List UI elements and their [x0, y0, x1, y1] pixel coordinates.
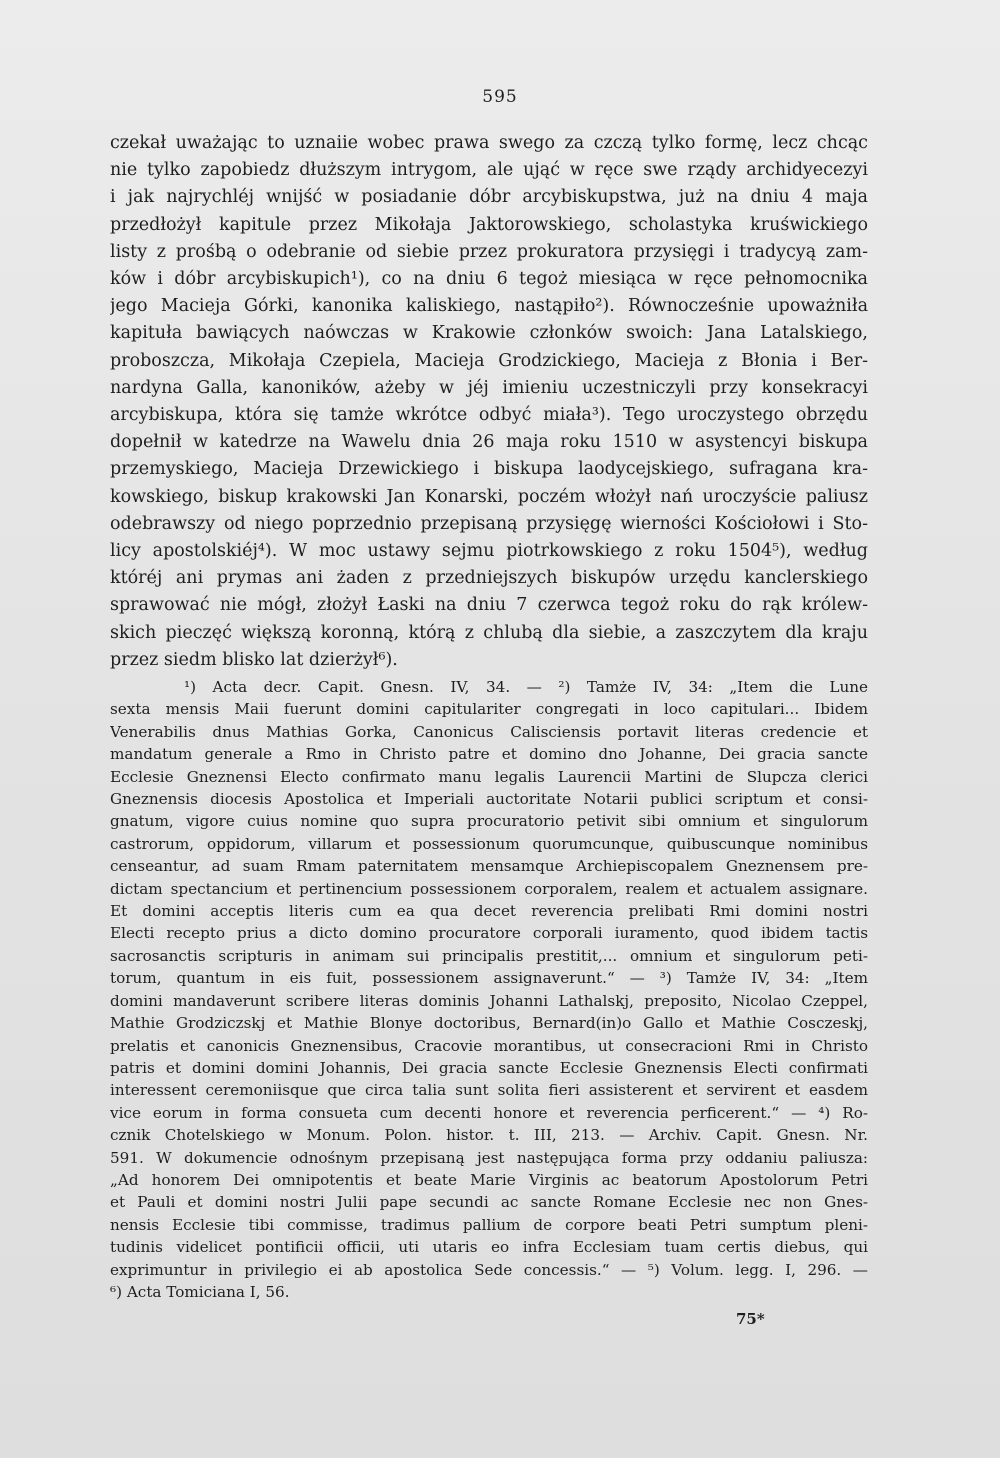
text-line: kowskiego, biskup krakowski Jan Konarski, poczém włożył nań uroczyście paliusz [110, 486, 868, 507]
footnote-line: domini mandaverunt scribere literas dominis Johanni Lathalskj, preposito, Nicolao Czeppel, [110, 991, 868, 1010]
footnote-line: et Pauli et domini nostri Julii pape secundi ac sancte Romane Ecclesie nec non Gnes- [110, 1193, 868, 1212]
footnote-line: cznik Chotelskiego w Monum. Polon. histor. t. III, 213. — Archiv. Capit. Gnesn. Nr. [110, 1126, 868, 1145]
text-line: arcybiskupa, która się tamże wkrótce odbyć miała³). Tego uroczystego obrzędu [110, 405, 868, 426]
text-line: skich pieczęć większą koronną, którą z chlubą dla siebie, a zaszczytem dla kraju [110, 622, 868, 643]
footnote-line: interessent ceremoniisque que circa talia sunt solita fieri assisterent et servirent et easdem [110, 1081, 868, 1100]
text-line: czekał uważając to uznaiie wobec prawa swego za czczą tylko formę, lecz chcąc [110, 133, 868, 153]
footnote-line: gnatum, vigore cuius nomine quo supra procuratorio petivit sibi omnium et singulorum [110, 812, 868, 831]
text-line: jego Macieja Górki, kanonika kaliskiego, nastąpiło²). Równocześnie upoważniła [110, 296, 868, 317]
footnote-line: dictam spectancium et pertinencium possessionem corporalem, realem et actualem assignare. [110, 879, 868, 898]
footnote-line: nensis Ecclesie tibi commisse, tradimus pallium de corpore beati Petri sumptum pleni- [110, 1215, 868, 1234]
footnote-line: tudinis videlicet pontificii officii, uti utaris eo infra Ecclesiam tuam certis diebus, qui [110, 1238, 868, 1257]
footnote-line: castrorum, oppidorum, villarum et possessionum quorumcunque, quibuscunque nominibus [110, 834, 868, 853]
footnote-line: patris et domini domini Johannis, Dei gracia sancte Ecclesie Gneznensis Electi confirmati [110, 1058, 868, 1077]
footnote-line: Mathie Grodziczskj et Mathie Blonye doctoribus, Bernard(in)o Gallo et Mathie Cosczeskj, [110, 1014, 868, 1033]
text-line: nie tylko zapobiedz dłuższym intrygom, ale ująć w ręce swe rządy archidyecezyi [110, 160, 868, 181]
footnote-line: exprimuntur in privilegio ei ab apostolica Sede concessis.“ — ⁵) Volum. legg. I, 296. — [110, 1260, 868, 1279]
footnotes-block [110, 676, 868, 1303]
text-line: ków i dóbr arcybiskupich¹), co na dniu 6 tegoż miesiąca w ręce pełnomocnika [110, 269, 868, 290]
footnote-line: ⁶) Acta Tomiciana I, 56. [110, 1282, 290, 1301]
footnote-line: prelatis et canonicis Gneznensibus, Cracovie morantibus, ut consecracioni Rmi in Christo [110, 1036, 868, 1055]
footnote-line: vice eorum in forma consueta cum decenti honore et reverencia perficerent.“ — ⁴) Ro- [110, 1103, 868, 1122]
text-line: licy apostolskiéj⁴). W moc ustawy sejmu piotrkowskiego z roku 1504⁵), według [110, 541, 868, 562]
text-line: dopełnił w katedrze na Wawelu dnia 26 maja roku 1510 w asystencyi biskupa [110, 432, 868, 453]
text-line: listy z prośbą o odebranie od siebie przez prokuratora przysięgi i tradycyą zam- [110, 241, 868, 262]
footnote-line: mandatum generale a Rmo in Christo patre et domino dno Johanne, Dei gracia sancte [110, 745, 868, 764]
text-line: przez siedm blisko lat dzierżył⁶). [110, 649, 398, 670]
footnote-line: 591. W dokumencie odnośnym przepisaną jest następująca forma przy oddaniu paliusza: [110, 1148, 868, 1167]
text-line: odebrawszy od niego poprzednio przepisaną przysięgę wierności Kościołowi i Sto- [110, 513, 868, 534]
text-line: któréj ani prymas ani żaden z przedniejszych biskupów urzędu kanclerskiego [110, 568, 868, 589]
footnote-line: Venerabilis dnus Mathias Gorka, Canonicus Calisciensis portavit literas credencie et [110, 722, 868, 741]
main-text-body [110, 130, 868, 674]
text-line: przedłożył kapitule przez Mikołaja Jaktorowskiego, scholastyka kruświckiego [110, 214, 868, 235]
footnote-line: Et domini acceptis literis cum ea qua decet reverencia prelibati Rmi domini nostri [110, 902, 868, 921]
footnote-line: Electi recepto prius a dicto domino procuratore corporali iuramento, quod ibidem tactis [110, 924, 868, 943]
text-line: i jak najrychléj wnijść w posiadanie dóbr arcybiskupstwa, już na dniu 4 maja [110, 187, 868, 208]
footnote-line: ¹) Acta decr. Capit. Gnesn. IV, 34. — ²) Tamże IV, 34: „Item die Lune [184, 678, 868, 696]
footnote-line: torum, quantum in eis fuit, possessionem assignaverunt.“ — ³) Tamże IV, 34: „Item [110, 969, 868, 988]
footnote-line: Ecclesie Gneznensi Electo confirmato manu legalis Laurencii Martini de Slupcza clerici [110, 767, 868, 786]
footnote-line: Gneznensis diocesis Apostolica et Imperiali auctoritate Notarii publici scriptum et consi- [110, 790, 868, 809]
footnote-line: „Ad honorem Dei omnipotentis et beate Marie Virginis ac beatorum Apostolorum Petri [110, 1170, 868, 1189]
page-number: 595 [482, 87, 518, 107]
text-line: przemyskiego, Macieja Drzewickiego i biskupa laodycejskiego, sufragana kra- [110, 459, 868, 480]
text-line: kapituła bawiących naówczas w Krakowie członków swoich: Jana Latalskiego, [110, 323, 868, 344]
text-line: sprawować nie mógł, złożył Łaski na dniu 7 czerwca tegoż roku do rąk królew- [110, 595, 868, 616]
sheet-signature: 75* [736, 1310, 765, 1328]
text-line: proboszcza, Mikołaja Czepiela, Macieja Grodzickiego, Macieja z Błonia i Ber- [110, 350, 868, 371]
footnote-line: sacrosanctis scripturis in animam sui principalis prestitit,... omnium et singulorum peti- [110, 946, 868, 965]
text-line: nardyna Galla, kanoników, ażeby w jéj imieniu uczestniczyli przy konsekracyi [110, 377, 868, 398]
footnote-line: censeantur, ad suam Rmam paternitatem mensamque Archiepiscopalem Gneznensem pre- [110, 857, 868, 876]
footnote-line: sexta mensis Maii fuerunt domini capitulariter congregati in loco capitulari... Ibidem [110, 700, 868, 719]
